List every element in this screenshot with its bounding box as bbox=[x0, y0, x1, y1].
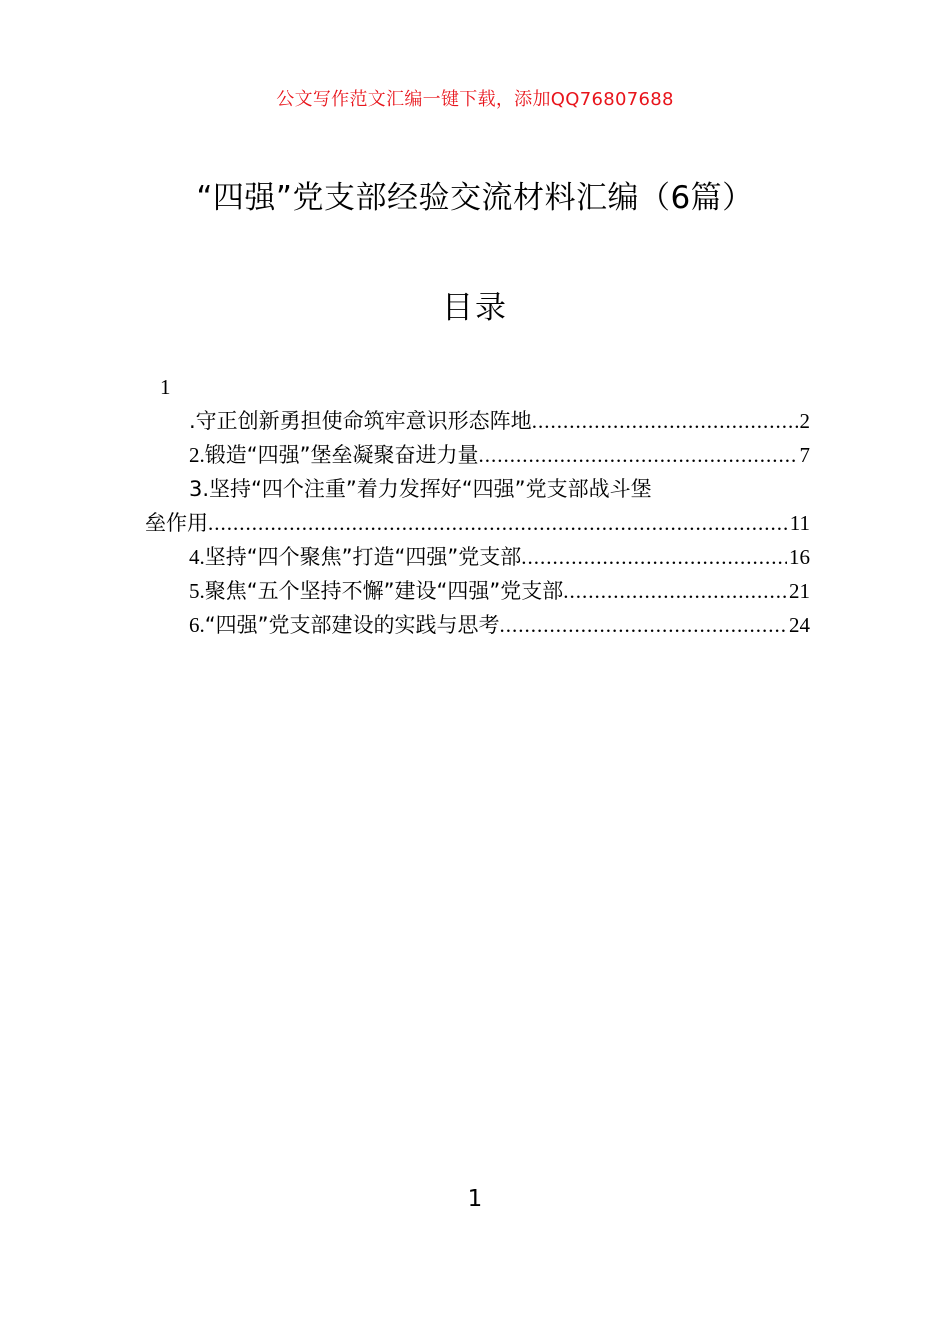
toc-entry-1[interactable] bbox=[145, 404, 810, 438]
toc-entry-3-line-2[interactable] bbox=[145, 506, 810, 540]
toc-entry-title: 坚持“四个注重”着力发挥好“四强”党支部战斗堡 bbox=[209, 477, 652, 501]
toc-entry-6[interactable] bbox=[145, 608, 810, 642]
toc-leader-dots bbox=[563, 574, 787, 608]
toc-entry-3-line-1[interactable] bbox=[145, 472, 810, 506]
toc-entry-number: 3. bbox=[189, 477, 210, 501]
toc-entry-page: 21 bbox=[789, 579, 810, 603]
toc-entry-title: .守正创新勇担使命筑牢意识形态阵地 bbox=[189, 409, 532, 433]
page-number: 1 bbox=[467, 1186, 483, 1212]
toc-entry-title: 锻造“四强”堡垒凝聚奋进力量 bbox=[204, 443, 479, 467]
toc-entry-page: 24 bbox=[789, 613, 810, 637]
toc-entry-4[interactable] bbox=[145, 540, 810, 574]
toc-entry-number: 4. bbox=[189, 545, 205, 569]
toc-entry-page: 11 bbox=[789, 511, 810, 535]
toc-heading: 目录 bbox=[442, 290, 508, 326]
watermark-text: 公文写作范文汇编一键下载，添加QQ76807688 bbox=[276, 89, 674, 110]
toc-leader-dots bbox=[500, 608, 787, 642]
toc-entry-number: 2. bbox=[189, 443, 205, 467]
toc-entry-page: 16 bbox=[789, 545, 810, 569]
toc-entry-title: “四强”党支部建设的实践与思考 bbox=[204, 613, 500, 637]
toc-leader-dots bbox=[521, 540, 787, 574]
table-of-contents bbox=[145, 370, 810, 642]
document-title: “四强”党支部经验交流材料汇编（6篇） bbox=[196, 180, 754, 216]
toc-entry-5[interactable] bbox=[145, 574, 810, 608]
toc-entry-title-continued: 垒作用 bbox=[145, 511, 208, 535]
toc-list-marker: 1 bbox=[160, 375, 171, 399]
toc-entry-number: 6. bbox=[189, 613, 205, 637]
toc-entry-title: 聚焦“五个坚持不懈”建设“四强”党支部 bbox=[204, 579, 564, 603]
toc-leader-dots bbox=[532, 404, 798, 438]
toc-entry-number: 5. bbox=[189, 579, 205, 603]
toc-entry-page: 2 bbox=[799, 409, 810, 433]
toc-entry-2[interactable] bbox=[145, 438, 810, 472]
toc-leader-dots bbox=[479, 438, 798, 472]
toc-entry-title: 坚持“四个聚焦”打造“四强”党支部 bbox=[204, 545, 522, 569]
toc-entry-page: 7 bbox=[799, 443, 810, 467]
toc-leader-dots bbox=[208, 506, 788, 540]
